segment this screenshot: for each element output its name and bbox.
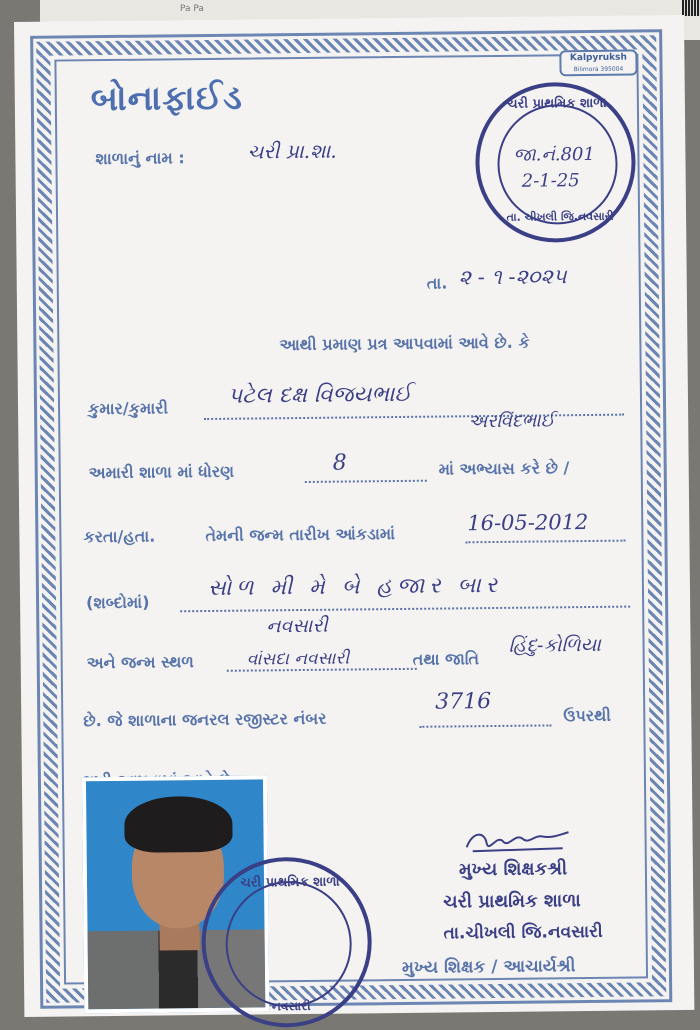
signatory-school: ચરી પ્રાથમિક શાળા <box>443 890 581 913</box>
dob-prefix: કરતા/હતા. <box>83 526 156 547</box>
brand-sub: Bilimora 395004 <box>573 65 624 74</box>
signature-footer: મુખ્ય શિક્ષક / આચાર્યશ્રી <box>401 956 576 978</box>
printer-brand-logo <box>559 49 637 76</box>
photo-hair <box>124 796 233 853</box>
barcode-fragment <box>682 0 700 16</box>
school-name-value: ચરી પ્રા.શા. <box>247 138 337 164</box>
std-label: અમારી શાળા માં ધોરણ <box>88 461 235 483</box>
register-label: છે. જે શાળાના જનરલ રજીસ્ટર નંબર <box>83 708 327 731</box>
date-label: તા. <box>426 273 448 293</box>
stamp-bottom-text: નવસારી <box>271 998 311 1014</box>
caste-value: હિંદુ-કોળિયા <box>508 633 602 657</box>
stamp-bottom-ring-text: ચરી પ્રાથમિક શાળા <box>240 874 340 891</box>
principal-signature <box>462 826 572 857</box>
school-stamp-bottom <box>201 856 373 1028</box>
birthplace-value: વાંસદા નવસારી <box>246 648 350 670</box>
stamp-top-ring-text: ચરી પ્રાથમિક શાળા <box>507 95 607 112</box>
background-sheet-text: Pa Pa <box>180 4 204 14</box>
stamp-top-number: જા.નં.801 <box>513 143 595 166</box>
student-name: પટેલ દક્ષ વિજયભાઈ <box>227 381 412 409</box>
certificate-title: બોનાફાઈડ <box>90 77 243 120</box>
signatory-place: તા.ચીખલી જિ.નવસારી <box>443 921 603 944</box>
intro-text: આથી પ્રમાણ પ્રત્ર આપવામાં આવે છે. કે <box>279 332 530 355</box>
words-label: (શબ્દોમાં) <box>85 592 150 613</box>
school-stamp-top <box>475 82 637 244</box>
stamp-top-date: 2-1-25 <box>521 170 580 192</box>
dob-value: 16-05-2012 <box>467 510 589 536</box>
register-suffix: ઉપરથી <box>563 705 612 726</box>
register-number: 3716 <box>435 689 492 715</box>
school-name-label: શાળાનું નામ : <box>95 148 185 169</box>
birthplace-top: નવસારી <box>266 614 328 638</box>
student-name-cont: અરવિંદભાઈ <box>468 410 555 433</box>
stamp-top-bottom-text: તા. ચીખલી જિ.નવસારી <box>506 209 614 224</box>
caste-label: તથા જાતિ <box>412 649 480 669</box>
bonafide-certificate <box>14 15 694 1017</box>
dob-in-words: સોળ મી મે બે હજાર બાર <box>207 572 503 601</box>
brand-name: Kalpyruksh <box>569 52 627 64</box>
dob-label: તેમની જન્મ તારીખ આંકડામાં <box>205 524 396 546</box>
name-label: કુમાર/કુમારી <box>87 398 169 419</box>
signatory-title: મુખ્ય શિક્ષકશ્રી <box>458 858 568 881</box>
std-suffix: માં અભ્યાસ કરે છે / <box>438 458 570 479</box>
date-value: ૨ - ૧ -૨૦૨૫ <box>458 264 567 290</box>
birthplace-label: અને જન્મ સ્થળ <box>86 652 194 673</box>
std-value: 8 <box>332 450 347 476</box>
